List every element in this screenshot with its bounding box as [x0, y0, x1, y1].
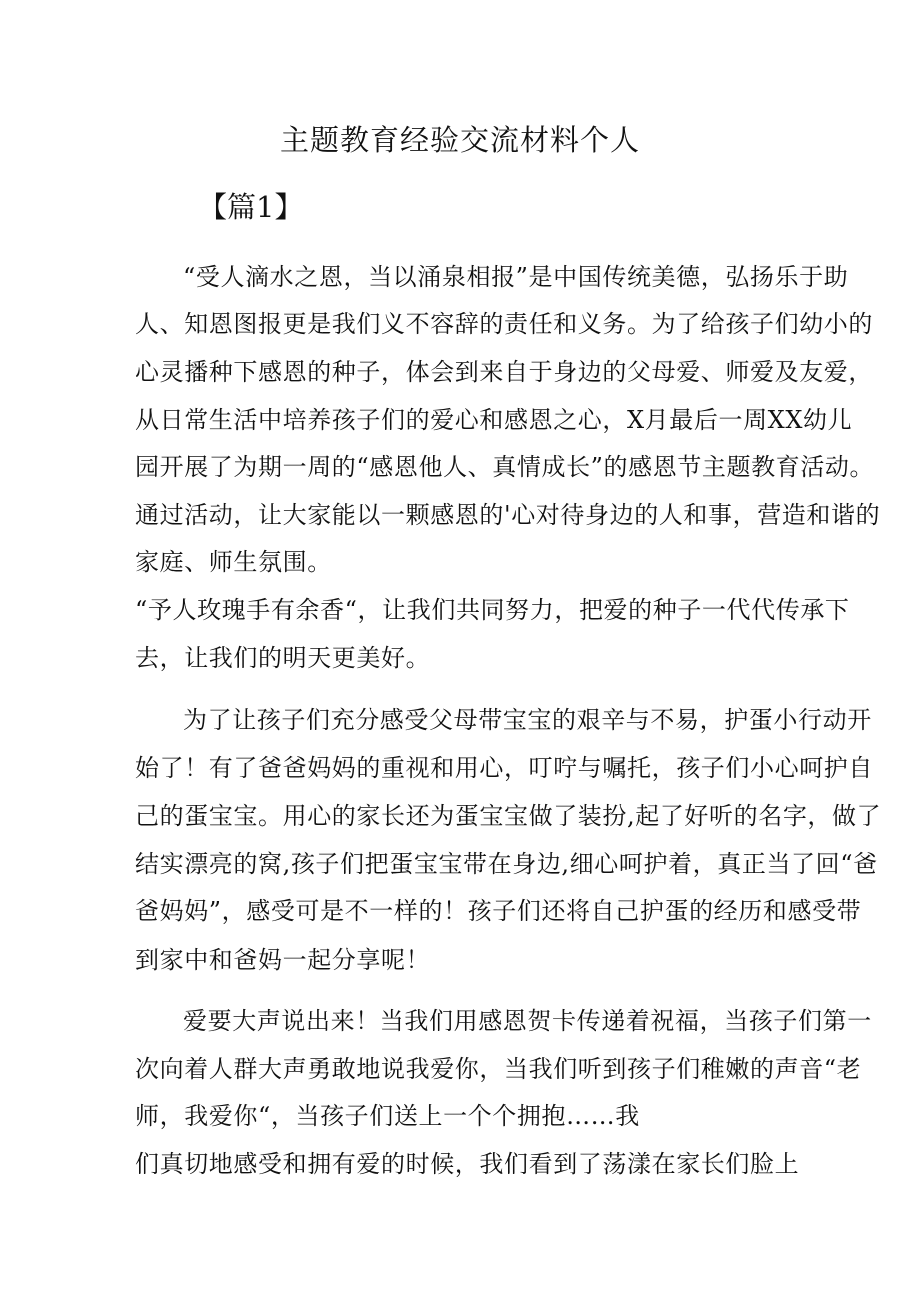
paragraph-line: 次向着人群大声勇敢地说我爱你，当我们听到孩子们稚嫩的声音“老 [135, 1055, 862, 1083]
paragraph-line: 结实漂亮的窝,孩子们把蛋宝宝带在身边,细心呵护着，真正当了回“爸 [135, 850, 878, 878]
paragraph-line: 们真切地感受和拥有爱的时候，我们看到了荡漾在家长们脸上 [135, 1150, 800, 1178]
paragraph-line: 园开展了为期一周的“感恩他人、真情成长”的感恩节主题教育活动。 [135, 453, 875, 481]
paragraph-line: 去，让我们的明天更美好。 [135, 644, 431, 672]
paragraph-line: 从日常生活中培养孩子们的爱心和感恩之心，X月最后一周XX幼儿 [135, 406, 853, 434]
paragraph-line: 通过活动，让大家能以一颗感恩的'心对待身边的人和事，营造和谐的 [135, 501, 881, 529]
paragraph-line: 始了！有了爸爸妈妈的重视和用心，叮咛与嘱托，孩子们小心呵护自 [135, 754, 873, 782]
paragraph-line: 爸妈妈”，感受可是不一样的！孩子们还将自己护蛋的经历和感受带 [135, 897, 862, 925]
paragraph-line: 到家中和爸妈一起分享呢！ [135, 946, 431, 974]
paragraph-line: 爱要大声说出来！当我们用感恩贺卡传递着祝福，当孩子们第一 [183, 1007, 872, 1035]
document-title: 主题教育经验交流材料个人 [279, 123, 640, 157]
paragraph-line: 心灵播种下感恩的种子，体会到来自于身边的父母爱、师爱及友爱， [135, 358, 873, 386]
section-heading: 【篇1】 [198, 190, 304, 224]
paragraph-line: 家庭、师生氛围。 [135, 548, 332, 576]
paragraph-line: 人、知恩图报更是我们义不容辞的责任和义务。为了给孩子们幼小的 [135, 310, 873, 338]
paragraph-line: 己的蛋宝宝。用心的家长还为蛋宝宝做了装扮,起了好听的名字，做了 [135, 802, 882, 830]
paragraph-line: “予人玫瑰手有余香“，让我们共同努力，把爱的种子一代代传承下 [135, 596, 850, 624]
paragraph-line: “受人滴水之恩，当以涌泉相报”是中国传统美德，弘扬乐于助 [183, 263, 849, 291]
paragraph-line: 为了让孩子们充分感受父母带宝宝的艰辛与不易，护蛋小行动开 [183, 706, 872, 734]
paragraph-line: 师，我爱你“，当孩子们送上一个个拥抱……我 [135, 1102, 640, 1130]
